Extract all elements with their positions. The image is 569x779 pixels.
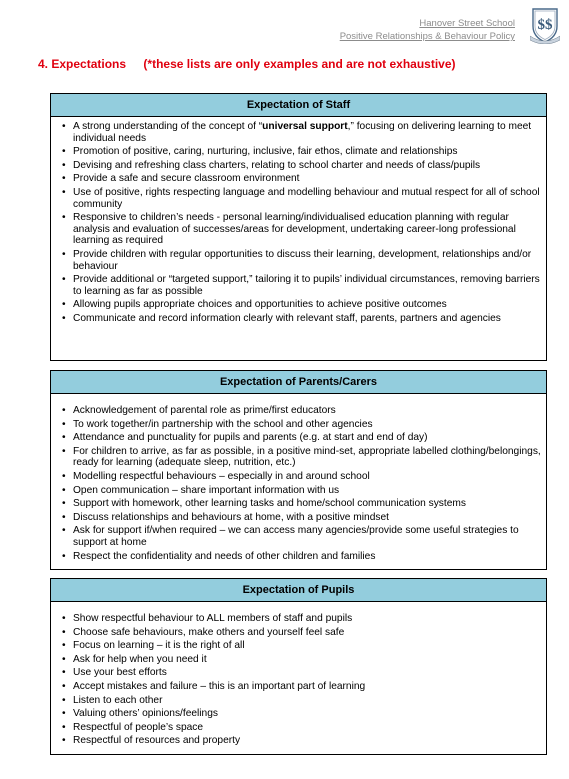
school-crest-icon: [530, 6, 560, 44]
list-item: • Modelling respectful behaviours – especially in and around school: [73, 471, 542, 483]
list-item: • Devising and refreshing class charters, relating to school charter and needs of class/pupils: [73, 160, 542, 172]
list-item: • Open communication – share important information with us: [73, 485, 542, 497]
parents-expectations-panel: [50, 370, 547, 570]
list-item: [73, 121, 542, 144]
pupils-expectations-title: Expectation of Pupils: [51, 579, 546, 602]
list-item-pre: A strong understanding of the concept of “: [73, 121, 263, 132]
list-item: • Use of positive, rights respecting language and modelling behaviour and mutual respect for all of school community: [73, 187, 542, 210]
list-item: • Show respectful behaviour to ALL members of staff and pupils: [73, 613, 542, 625]
list-item: • Accept mistakes and failure – this is an important part of learning: [73, 681, 542, 693]
list-item: • For children to arrive, as far as possible, in a positive mind-set, appropriate labelled clothing/belongings, ready for learning (adequate sleep, nutrition, etc.): [73, 446, 542, 469]
list-item: • Provide additional or “targeted support,” tailoring it to pupils’ individual circumstances, removing barriers to learning as far as possible: [73, 274, 542, 297]
school-name: Hanover Street School: [419, 18, 515, 29]
policy-name: Positive Relationships & Behaviour Policy: [339, 31, 515, 42]
list-item: • Attendance and punctuality for pupils and parents (e.g. at start and end of day): [73, 432, 542, 444]
list-item: • Ask for support if/when required – we can access many agencies/provide some useful strategies to support at home: [73, 525, 542, 548]
list-item: • Respect the confidentiality and needs of other children and families: [73, 551, 542, 563]
section-title: Expectations: [51, 57, 127, 71]
list-item: • Promotion of positive, caring, nurturing, inclusive, fair ethos, climate and relationships: [73, 146, 542, 158]
staff-expectations-title: Expectation of Staff: [51, 94, 546, 117]
svg-text:$$: $$: [537, 17, 553, 33]
pupils-expectations-list: [51, 602, 546, 752]
list-item: • Support with homework, other learning tasks and home/school communication systems: [73, 498, 542, 510]
staff-expectations-list: [51, 117, 546, 330]
document-header: [340, 17, 515, 43]
list-item: • To work together/in partnership with the school and other agencies: [73, 419, 542, 431]
list-item: • Communicate and record information clearly with relevant staff, parents, partners and agencies: [73, 313, 542, 325]
list-item-post: ,” focusing on delivering learning to meet individual needs: [73, 121, 532, 144]
list-item: • Valuing others’ opinions/feelings: [73, 708, 542, 720]
section-number: 4.: [38, 57, 49, 71]
list-item: • Ask for help when you need it: [73, 654, 542, 666]
list-item: • Discuss relationships and behaviours at home, with a positive mindset: [73, 512, 542, 524]
pupils-expectations-panel: [50, 578, 547, 755]
list-item: • Provide a safe and secure classroom environment: [73, 173, 542, 185]
section-note: (*these lists are only examples and are not exhaustive): [143, 57, 456, 71]
list-item: • Allowing pupils appropriate choices and opportunities to achieve positive outcomes: [73, 299, 542, 311]
list-item-bold: universal support: [262, 121, 348, 132]
parents-expectations-list: [51, 394, 546, 567]
parents-expectations-title: Expectation of Parents/Carers: [51, 371, 546, 394]
section-heading: [38, 57, 456, 71]
list-item: • Provide children with regular opportunities to discuss their learning, development, relationships and/or behaviour: [73, 249, 542, 272]
list-item: • Focus on learning – it is the right of all: [73, 640, 542, 652]
list-item: • Respectful of resources and property: [73, 735, 542, 747]
list-item: • Choose safe behaviours, make others and yourself feel safe: [73, 627, 542, 639]
list-item: • Acknowledgement of parental role as prime/first educators: [73, 405, 542, 417]
list-item: • Responsive to children’s needs - personal learning/individualised education planning with regular analysis and evaluation of successes/areas for development, undertaking career-long professional learning as required: [73, 212, 542, 247]
staff-expectations-panel: [50, 93, 547, 361]
list-item: • Listen to each other: [73, 695, 542, 707]
list-item: • Use your best efforts: [73, 667, 542, 679]
list-item: • Respectful of people’s space: [73, 722, 542, 734]
